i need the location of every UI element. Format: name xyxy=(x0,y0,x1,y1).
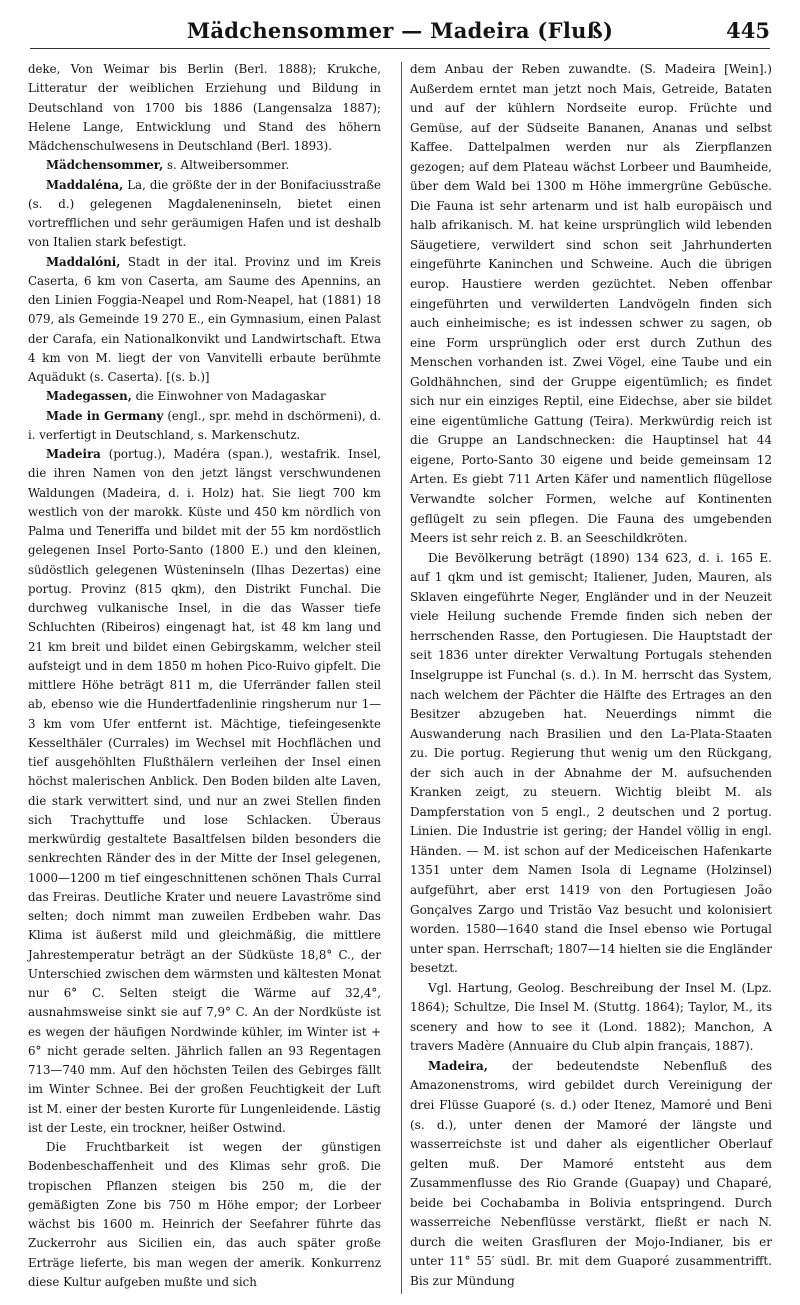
entry-made-in-germany xyxy=(28,407,381,446)
left-column xyxy=(28,60,381,1292)
entry-headword: Maddalóni, xyxy=(46,254,121,269)
entry-headword: Madegassen, xyxy=(46,389,132,404)
entry-headword: Madeira, xyxy=(428,1058,488,1073)
right-column xyxy=(410,60,772,1291)
entry-maddalena xyxy=(28,176,381,253)
entry-text: s. Altweibersommer. xyxy=(163,158,290,173)
entry-headword: Maddaléna, xyxy=(46,177,124,192)
entry-headword: Madeira xyxy=(46,447,101,461)
entry-madeira-river xyxy=(410,1057,772,1292)
paragraph: Die Fruchtbarkeit ist wegen der günstigen Bodenbeschaffenheit und des Klimas sehr groß. Die tropischen Pflanzen steigen bis 250 m, die der gemäßigten Zone bis 750 m Höhe empor; der Lorbeer wächst bis 1600 m. Heinrich der Seefahrer führte das Zuckerrohr aus Sicilien ein, das auch später große Erträge lieferte, bis man wegen der amerik. Konkurrenz diese Kultur aufgeben mußte und sich xyxy=(28,1140,381,1289)
entry-madeira-island xyxy=(28,445,381,1138)
page-header xyxy=(30,14,770,49)
paragraph: deke, Von Weimar bis Berlin (Berl. 1888); Krukche, Litteratur der weiblichen Erziehung und Bildung in Deutschland von 1700 bis 1886 (Langensalza 1887); Helene Lange, Entwicklung und Stand des höhern Mädchenschulwesens in Deutschland (Berl. 1893). xyxy=(28,62,381,153)
entry-text: der bedeutendste Nebenfluß des Amazonenstroms, wird gebildet durch Vereinigung der drei Flüsse Guaporé (s. d.) oder Itenez, Mamoré und Beni (s. d.), unter denen der Mamoré der längste und wasserreichste ist und daher als eigentlicher Oberlauf gelten muß. Der Mamoré entsteht aus dem Zusammenflusse des Rio Grande (Guapay) und Chaparé, beide bei Cochabamba in Bolivia entspringend. Durch wasserreiche Nebenflüsse verstärkt, fließt er nach N. durch die weiten Grasfluren der Mojo-Indianer, bis er unter 11° 55′ südl. Br. mit dem Guaporé zusammentrifft. Bis zur Mündung xyxy=(410,1058,772,1288)
paragraph: Die Bevölkerung beträgt (1890) 134 623, d. i. 165 E. auf 1 qkm und ist gemischt; Italiener, Juden, Mauren, als Sklaven eingeführte Neger, Engländer und in der Neuzeit viele Heilung suchende Fremde finden sich neben der herrschenden Rasse, den Portugiesen. Die Hauptstadt der seit 1836 unter direkter Verwaltung Portugals stehenden Inselgruppe ist Funchal (s. d.). In M. herrscht das System, nach welchem der Pächter die Hälfte des Ertrages an den Besitzer abzugeben hat. Neuerdings nimmt die Auswanderung nach Brasilien und den La-Plata-Staaten zu. Die portug. Regierung thut wenig um den Rückgang, der sich auch in der Abnahme der M. aufsuchenden Kranken zeigt, zu steuern. Wichtig bleibt M. als Dampferstation von 5 engl., 2 deutschen und 2 portug. Linien. Die Industrie ist gering; der Handel völlig in engl. Händen. — M. ist schon auf der Mediceischen Hafenkarte 1351 unter dem Namen Isola di Legname (Holzinsel) aufgeführt, aber erst 1419 von den Portugiesen João Gonçalves Zargo und Tristão Vaz besucht und kolonisiert worden. 1580—1640 stand die Insel ebenso wie Portugal unter span. Herrschaft; 1807—14 hielten sie die Engländer besetzt. xyxy=(410,550,772,976)
paragraph: dem Anbau der Reben zuwandte. (S. Madeira [Wein].) Außerdem erntet man jetzt noch Mais, Getreide, Bataten und auf der kühlern Nordseite europ. Früchte und Gemüse, auf der Südseite Bananen, Ananas und selbst Kaffee. Dattelpalmen werden nur als Zierpflanzen gezogen; auf dem Plateau wächst Lorbeer und Baumheide, über dem Wald bei 1300 m Höhe immergrüne Gebüsche. Die Fauna ist sehr artenarm und ist halb europäisch und halb afrikanisch. M. hat keine ursprünglich wild lebenden Säugetiere, verwildert sind schon seit Jahrhunderten eingeführte Kaninchen und Schweine. Auch die übrigen europ. Haustiere werden gezüchtet. Neben offenbar eingeführten und verwilderten Landvögeln finden sich auch einheimische; es ist indessen schwer zu sagen, ob eine Form ursprünglich oder erst durch Zuthun des Menschen vorhanden ist. Zwei Vögel, eine Taube und ein Goldhähnchen, sind der Gruppe eigentümlich; es findet sich nur ein einziges Reptil, eine Eidechse, aber sie bildet eine eigentümliche Gattung (Teira). Merkwürdig reich ist die Gruppe an Landschnecken: die Hauptinsel hat 44 eigene, Porto-Santo 30 eigene und beide gemeinsam 12 Arten. Es giebt 711 Arten Käfer und namentlich flügellose Verwandte solcher Formen, welche auf Kontinenten geflügelt zu sein pflegen. Die Fauna des umgebenden Meers ist sehr reich z. B. an Seeschildkröten. xyxy=(410,62,772,546)
page-number: 445 xyxy=(726,18,770,43)
entry-headword: Made in Germany xyxy=(46,408,164,423)
entry-maedchensommer xyxy=(28,156,381,175)
entry-headword: Mädchensommer, xyxy=(46,158,164,173)
column-divider xyxy=(401,62,402,1294)
entry-madegassen xyxy=(28,387,381,406)
entry-maddaloni xyxy=(28,253,381,388)
running-title: Mädchensommer — Madeira (Fluß) xyxy=(186,18,614,43)
entry-text: die Einwohner von Madagaskar xyxy=(131,389,326,404)
bibliography: Vgl. Hartung, Geolog. Beschreibung der Insel M. (Lpz. 1864); Schultze, Die Insel M. (Stuttg. 1864); Taylor, M., its scenery and how to see it (Lond. 1882); Manchon, A travers Madère (Annuaire du Club alpin français, 1887). xyxy=(410,980,772,1054)
entry-text: (portug.), Madéra (span.), westafrik. Insel, die ihren Namen von den jetzt längst verschwundenen Waldungen (Madeira, d. i. Holz) hat. Sie liegt 700 km westlich von der marokk. Küste und 450 km nördlich von Palma und Teneriffa und bildet mit der 55 km nordöstlich gelegenen Insel Porto-Santo (1800 E.) und den kleinen, südöstlich gelegenen Wüsteninseln (Ilhas Dezertas) eine portug. Provinz (815 qkm), den Distrikt Funchal. Die durchweg vulkanische Insel, in die das Wasser tiefe Schluchten (Ribeiros) eingenagt hat, ist 48 km lang und 21 km breit und bildet einen Gebirgskamm, welcher steil aufsteigt und in dem 1850 m hohen Pico-Ruivo gipfelt. Die mittlere Höhe beträgt 811 m, die Uferränder fallen steil ab, ebenso wie die Hundertfadenlinie ringsherum nur 1—3 km vom Ufer entfernt ist. Mächtige, tiefeingesenkte Kesselthäler (Currales) im Wechsel mit Hochflächen und tief ausgehöhlten Flußthälern verleihen der Insel einen höchst malerischen Anblick. Den Boden bilden alte Laven, die stark verwittert sind, und nur an zwei Stellen finden sich Trachyttuffe und lose Schlacken. Überaus merkwürdig gestaltete Basaltfelsen bilden besonders die senkrechten Ränder des in der Mitte der Insel gelegenen, 1000—1200 m tief eingeschnittenen schönen Thals Curral das Freiras. Deutliche Krater und neuere Lavaströme sind selten; doch nimmt man zuweilen Erdbeben wahr. Das Klima ist äußerst mild und gleichmäßig, die mittlere Jahrestemperatur beträgt an der Südküste 18,8° C., der Unterschied zwischen dem wärmsten und kältesten Monat nur 6° C. Selten steigt die Wärme auf 32,4°, ausnahmsweise sinkt sie auf 7,9° C. An der Nordküste ist es wegen der häufigen Nordwinde kühler, im Winter ist + 6° nicht gerade selten. Jährlich fallen an 93 Regentagen 713—740 mm. Auf den höchsten Teilen des Gebirges fällt im Winter Schnee. Bei der großen Feuchtigkeit der Luft ist M. einer der besten Kurorte für Lungenleidende. Lästig ist der Leste, ein trockner, heißer Ostwind. xyxy=(28,447,381,1135)
entry-text: (engl., spr. mehd in dschörmeni), d. i. verfertigt in Deutschland, s. Markenschutz. xyxy=(28,408,381,442)
entry-text: La, die größte der in der Bonifaciusstraße (s. d.) gelegenen Magdaleneninseln, bietet einen vortrefflichen und sehr geräumigen Hafen und ist deshalb von Italien stark befestigt. xyxy=(28,177,381,250)
entry-text: Stadt in der ital. Provinz und im Kreis Caserta, 6 km von Caserta, am Saume des Apennins, an den Linien Foggia-Neapel und Rom-Neapel, hat (1881) 18 079, als Gemeinde 19 270 E., ein Gymnasium, einen Palast der Carafa, ein Nationalkonvikt und Landwirtschaft. Etwa 4 km von M. liegt der von Vanvitelli erbaute berühmte Aquädukt (s. Caserta). [(s. b.)] xyxy=(28,254,381,384)
